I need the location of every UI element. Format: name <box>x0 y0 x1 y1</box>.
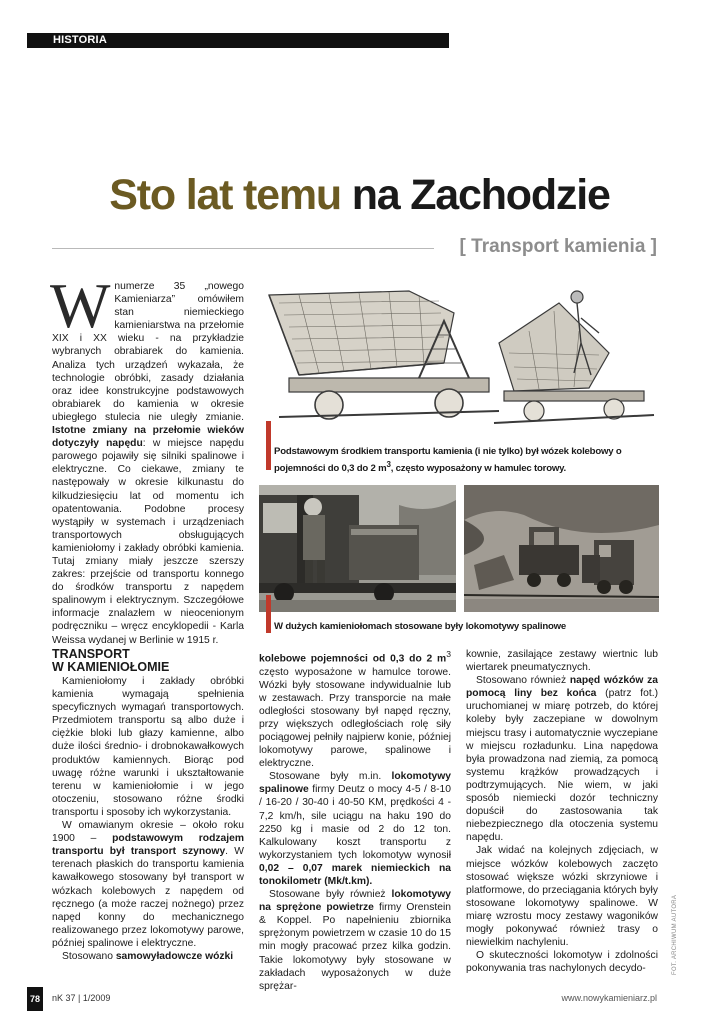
photo-locomotives-in-quarry <box>464 485 659 612</box>
col1-p2-bold: podstawowym rodzajem transportu był transport szynowy <box>52 833 244 858</box>
website-link[interactable]: www.nowykamieniarz.pl <box>561 993 657 1003</box>
col1-paragraph-1: Kamieniołomy i zakłady obróbki kamienia wymagają spełnienia specyficznych wymagań transportowych. Przedmiotem transportu są albo duże i ciężkie bloki lub głazy kamienne, albo duże ilości średnio- i drobnokawałkowych produktów kamiennych. Biorąc pod uwagę różne warunki i ukształtowanie terenu w kamieniołomie i w jego otoczeniu, stosowano różne środki transportu i sposoby ich wykorzystania. <box>52 676 244 818</box>
col3-paragraph-4: O skuteczności lokomotyw i zdolności pokonywania tras nachylonych decydo- <box>466 950 658 975</box>
col2-p3-text-a: Stosowane były również <box>269 889 392 901</box>
intro-bold-1: Istotne zmiany na przełomie wieków dotyczyły napędu <box>52 425 244 450</box>
caption-1 <box>274 446 664 475</box>
col3-p2-text-c: (patrz fot.) uruchomianej w miarę potrzeb, do której koleby były zaczepiane w dowolnym miejscu trasy i automatycznie wyczepiane w miejscu rozładunku. Lina napędowa była prowadzona nad ziemią, za pomocą systemu krążków prowadzących i podtrzymujących. Nie wiem, w jaki sposób niemiecki dozór techniczny dopuścił do zastosowania tak niebezpiecznego dla otoczenia systemu napędu. <box>466 688 658 844</box>
col2-p3-bold: lokomotywy na sprężone powietrze <box>259 889 451 914</box>
col1-paragraph-2 <box>52 819 244 950</box>
col2-p2-text-a: Stosowane były m.in. <box>269 771 392 783</box>
section-heading-line-2: W KAMIENIOŁOMIE <box>52 660 170 674</box>
col2-p2-bold-b: lokomotywy spalinowe <box>259 771 451 796</box>
intro-text-1: numerze 35 „nowego Kamieniarza” omówiłem stan niemieckiego kamieniarstwa na przełomie XIX i XX wieku - na przykładzie wybranych obrabiarek do kamienia. Analiza tych urządzeń wykazała, że technologie obróbki, zasady działania oraz idee konstrukcyjne podstawowych obrabiarek do kamienia w okresie ubiegłego stulecia nie uległy zmianie. <box>52 281 244 423</box>
caption-1-sup: 3 <box>386 459 391 469</box>
caption-2: W dużych kamieniołomach stosowane były lokomotywy spalinowe <box>274 621 567 632</box>
col1-p2-text-c: . W terenach płaskich do transportu kamienia kawałkowego stosowany był transport w wózkach kolebowych z napędem od ręcznego (a może raczej nożnego) przez napęd konny do mechanicznego realizowanego przez lokomotywy parowe, później spalinowe i elektryczne. <box>52 846 244 949</box>
article-subtitle: [ Transport kamienia ] <box>459 236 657 257</box>
section-header-bar <box>27 33 449 48</box>
intro-text-2: : w miejsce napędu parowego pojawiły się silniki spalinowe i elektryczne. Co ciekawe, zmiany te następowały w okresie kilkunastu do kilkudziesięciu lat od momentu ich opatentowania. Podobne procesy wystąpiły w systemach i urządzeniach transportowych obsługujących kamieniołomy i zakłady obróbki kamienia. Tutaj zmiany miały jeszcze szerszy zakres: przejście od transportu konnego do środków transportu z napędem spalinowym i elektrycznym. Szczegółowe informacje znalazłem w nieocenionym podręczniku – wręcz encyklopedii - Karla Weissa wydanej w Berlinie w 1915 r. <box>52 438 244 646</box>
col2-paragraph-1 <box>259 648 451 770</box>
col3-p2-bold: napęd wózków za pomocą liny bez końca <box>466 675 658 700</box>
section-label: HISTORIA <box>53 34 107 46</box>
photo-tipping-wagons <box>259 283 659 433</box>
col1-p2-text-a: W omawianym okresie – około roku 1900 – <box>52 820 244 845</box>
col2-p2-bold-d: 0,02 – 0,07 marek niemieckich na tonokilometr (Mk/t.km). <box>259 862 451 888</box>
photo-diesel-locomotive-driver <box>259 485 456 612</box>
col2-p1-sup: 3 <box>446 649 451 659</box>
article-column-1 <box>52 648 244 963</box>
article-column-3 <box>466 648 658 975</box>
caption-1-marker <box>266 421 271 470</box>
article-column-2 <box>259 648 451 993</box>
col2-p2-text-c: firmy Deutz o mocy 4-5 / 8-10 / 16-20 / 30-40 i 40-50 KM, prędkości 4 - 7,2 km/h, sile uciągu na haku 190 do 2250 kg i masie od 2 do 12 ton. Kalkulowany koszt transportu z wykorzystaniem tych lokomotyw wynosił <box>259 784 451 861</box>
col2-p3-text-c: firmy Orenstein & Koppel. Po napełnieniu zbiornika sprężonym powietrzem w czasie 10 do 15 min mogły pracować przez kilka godzin. Takie lokomotywy były stosowane w zakładach wyposażonych w duże sprężar- <box>259 902 452 992</box>
col2-paragraph-3 <box>259 888 451 993</box>
article-title <box>0 172 719 219</box>
caption-2-marker <box>266 595 271 633</box>
section-heading <box>52 648 244 674</box>
col2-paragraph-2 <box>259 770 451 888</box>
col1-p3-text-a: Stosowano <box>62 950 116 962</box>
col3-paragraph-2 <box>466 674 658 844</box>
col2-p1-text: często wyposażone w hamulce torowe. Wózki były stosowane indywidualnie lub w zestawach. Przy transporcie na małe odległości stosowany był napęd ręczny, przy większych odległościach rolę siły pociągowej pełniły najpierw konie, później lokomotywy parowe, spalinowe i elektryczne. <box>259 666 451 770</box>
caption-1-text-b: , często wyposażony w hamulec torowy. <box>390 462 567 474</box>
col1-p3-bold: samowyładowcze wózki <box>115 950 234 962</box>
section-heading-line-1: TRANSPORT <box>52 647 130 661</box>
title-part-2: na Zachodzie <box>340 171 610 219</box>
col3-paragraph-1: kownie, zasilające zestawy wiertnic lub wiertarek pneumatycznych. <box>466 649 658 674</box>
title-part-1: Sto lat temu <box>109 171 341 219</box>
page-number: 78 <box>27 987 43 1011</box>
photo-credit: FOT. ARCHIWUM AUTORA <box>672 894 678 975</box>
caption-1-text-a: Podstawowym środkiem transportu kamienia (i nie tylko) był wózek kolebowy o pojemności do 0,3 do 2 m <box>274 446 622 474</box>
intro-paragraph <box>50 270 244 647</box>
issue-info: nK 37 | 1/2009 <box>52 993 111 1003</box>
col2-p1-bold: kolebowe pojemności od 0,3 do 2 m <box>259 653 447 665</box>
dropcap-letter: W <box>50 270 111 341</box>
col3-paragraph-3: Jak widać na kolejnych zdjęciach, w miejsce wózków kolebowych zaczęto stosować większe wózki skrzyniowe i platformowe, do przeciągania których były stosowane lokomotywy spalinowe. W miarę wzrostu mocy zestawy wagoników mogły pokonywać również trasy o niewielkim nachyleniu. <box>466 845 658 949</box>
title-divider <box>52 248 434 249</box>
col1-paragraph-3 <box>52 950 244 963</box>
col3-p2-text-a: Stosowano również <box>476 675 570 687</box>
